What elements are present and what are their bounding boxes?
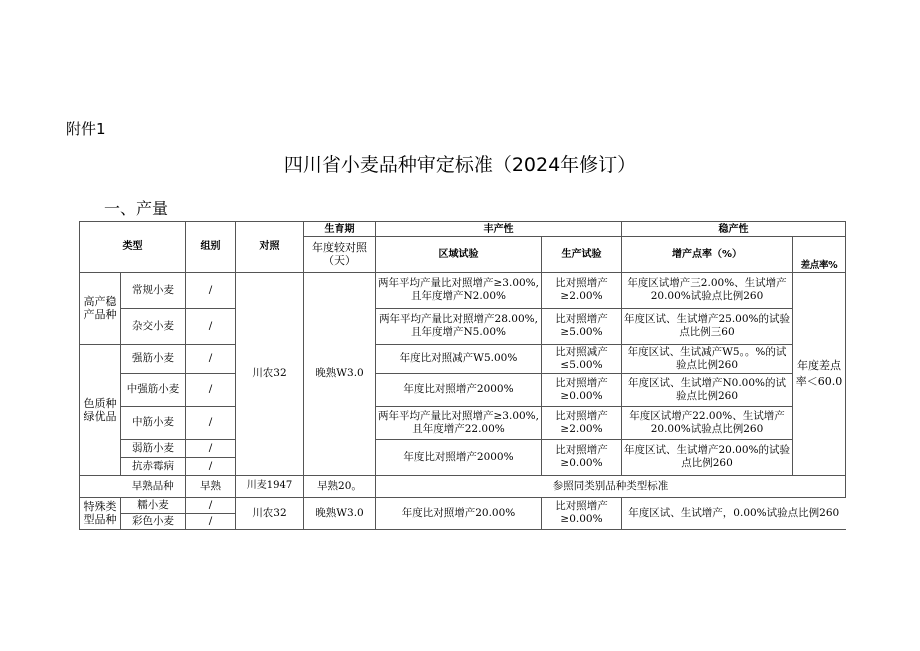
group-conventional: / bbox=[186, 272, 236, 308]
page-title: 四川省小麦品种审定标准（2024年修订） bbox=[283, 154, 637, 176]
header-diff-rate: 差点率% bbox=[793, 259, 846, 273]
header-type: 类型 bbox=[80, 222, 186, 273]
section-heading: 一、产量 bbox=[104, 199, 169, 218]
regional-weak-mildew: 年度比对照增产2000% bbox=[376, 439, 542, 475]
table-row bbox=[80, 272, 846, 308]
header-control: 对照 bbox=[236, 222, 304, 273]
regional-hybrid: 两年平均产量比对照增产28.00%,且年度增产N5.00% bbox=[376, 308, 542, 344]
group-weak: / bbox=[186, 439, 236, 457]
variety-weak: 弱筋小麦 bbox=[121, 439, 186, 457]
production-strong: 比对照减产≤5.00% bbox=[542, 344, 622, 373]
table-row bbox=[80, 308, 846, 344]
variety-conventional: 常规小麦 bbox=[121, 272, 186, 308]
group-mildew: / bbox=[186, 457, 236, 475]
production-special: 比对照增产≥0.00% bbox=[542, 497, 622, 529]
group-waxy: / bbox=[186, 497, 236, 513]
group-hybrid: / bbox=[186, 308, 236, 344]
regional-medium: 两年平均产量比对照增产≥3.00%,且年度增产22.00% bbox=[376, 406, 542, 439]
header-row-1 bbox=[80, 222, 846, 237]
variety-mildew: 抗赤霉病 bbox=[121, 457, 186, 475]
growth-special: 晚熟W3.0 bbox=[304, 497, 376, 529]
header-increase-rate: 增产点率（%） bbox=[622, 237, 793, 273]
table-row bbox=[80, 497, 846, 513]
increase-special: 年度区试、生试增产，0.00%试验点比例260 bbox=[622, 497, 846, 529]
category-high-yield: 高产稳产品种 bbox=[80, 272, 121, 344]
table-row bbox=[80, 406, 846, 439]
header-high-yield: 丰产性 bbox=[376, 222, 622, 237]
variety-hybrid: 杂交小麦 bbox=[121, 308, 186, 344]
header-growth-period-sub: 年度较对照（天） bbox=[304, 237, 376, 273]
table-row bbox=[80, 475, 846, 497]
group-medium-strong: / bbox=[186, 373, 236, 406]
increase-strong: 年度区试、生试减产W5。。%的试验点比例260 bbox=[622, 344, 793, 373]
group-strong: / bbox=[186, 344, 236, 373]
group-medium: / bbox=[186, 406, 236, 439]
regional-medium-strong: 年度比对照增产2000% bbox=[376, 373, 542, 406]
production-weak-mildew: 比对照增产≥0.00% bbox=[542, 439, 622, 475]
variety-early: 早熟品种 bbox=[121, 475, 186, 497]
header-production-trial: 生产试验 bbox=[542, 237, 622, 273]
increase-conventional: 年度区试增产三2.00%、生试增产20.00%试验点比例260 bbox=[622, 272, 793, 308]
early-reference: 参照同类别品种类型标准 bbox=[376, 475, 846, 497]
variety-medium: 中筋小麦 bbox=[121, 406, 186, 439]
growth-main: 晚熟W3.0 bbox=[304, 272, 376, 475]
control-early: 川麦1947 bbox=[236, 475, 304, 497]
production-conventional: 比对照增产≥2.00% bbox=[542, 272, 622, 308]
control-special: 川农32 bbox=[236, 497, 304, 529]
category-quality: 色质种绿优品 bbox=[80, 344, 121, 475]
regional-special: 年度比对照增产20.00% bbox=[376, 497, 542, 529]
increase-medium: 年度区试增产22.00%、生试增产20.00%试验点比例260 bbox=[622, 406, 793, 439]
increase-medium-strong: 年度区试、生试增产N0.00%的试验点比例260 bbox=[622, 373, 793, 406]
production-medium: 比对照增产≥2.00% bbox=[542, 406, 622, 439]
header-growth-period: 生育期 bbox=[304, 222, 376, 237]
header-group: 组别 bbox=[186, 222, 236, 273]
variety-strong: 强筋小麦 bbox=[121, 344, 186, 373]
header-stable-yield: 稳产性 bbox=[622, 222, 846, 237]
table-row bbox=[80, 344, 846, 373]
diff-main: 年度差点率＜60.0 bbox=[793, 272, 846, 475]
attachment-label: 附件1 bbox=[66, 120, 106, 138]
table-row bbox=[80, 373, 846, 406]
group-colored: / bbox=[186, 513, 236, 529]
category-special: 特殊类型品种 bbox=[80, 497, 121, 529]
increase-weak-mildew: 年度区试、生试增产20.00%的试验点比例260 bbox=[622, 439, 793, 475]
regional-strong: 年度比对照减产W5.00% bbox=[376, 344, 542, 373]
production-medium-strong: 比对照增产≥0.00% bbox=[542, 373, 622, 406]
table-row bbox=[80, 439, 846, 457]
group-early: 早熟 bbox=[186, 475, 236, 497]
control-main: 川农32 bbox=[236, 272, 304, 475]
variety-colored: 彩色小麦 bbox=[121, 513, 186, 529]
increase-hybrid: 年度区试、生试增产25.00%的试验点比例三60 bbox=[622, 308, 793, 344]
production-hybrid: 比对照增产≥5.00% bbox=[542, 308, 622, 344]
growth-early: 早熟20。 bbox=[304, 475, 376, 497]
variety-waxy: 糯小麦 bbox=[121, 497, 186, 513]
regional-conventional: 两年平均产量比对照增产≥3.00%,且年度增产N2.00% bbox=[376, 272, 542, 308]
variety-medium-strong: 中强筋小麦 bbox=[121, 373, 186, 406]
standards-table bbox=[79, 221, 846, 530]
header-regional-trial: 区域试验 bbox=[376, 237, 542, 273]
